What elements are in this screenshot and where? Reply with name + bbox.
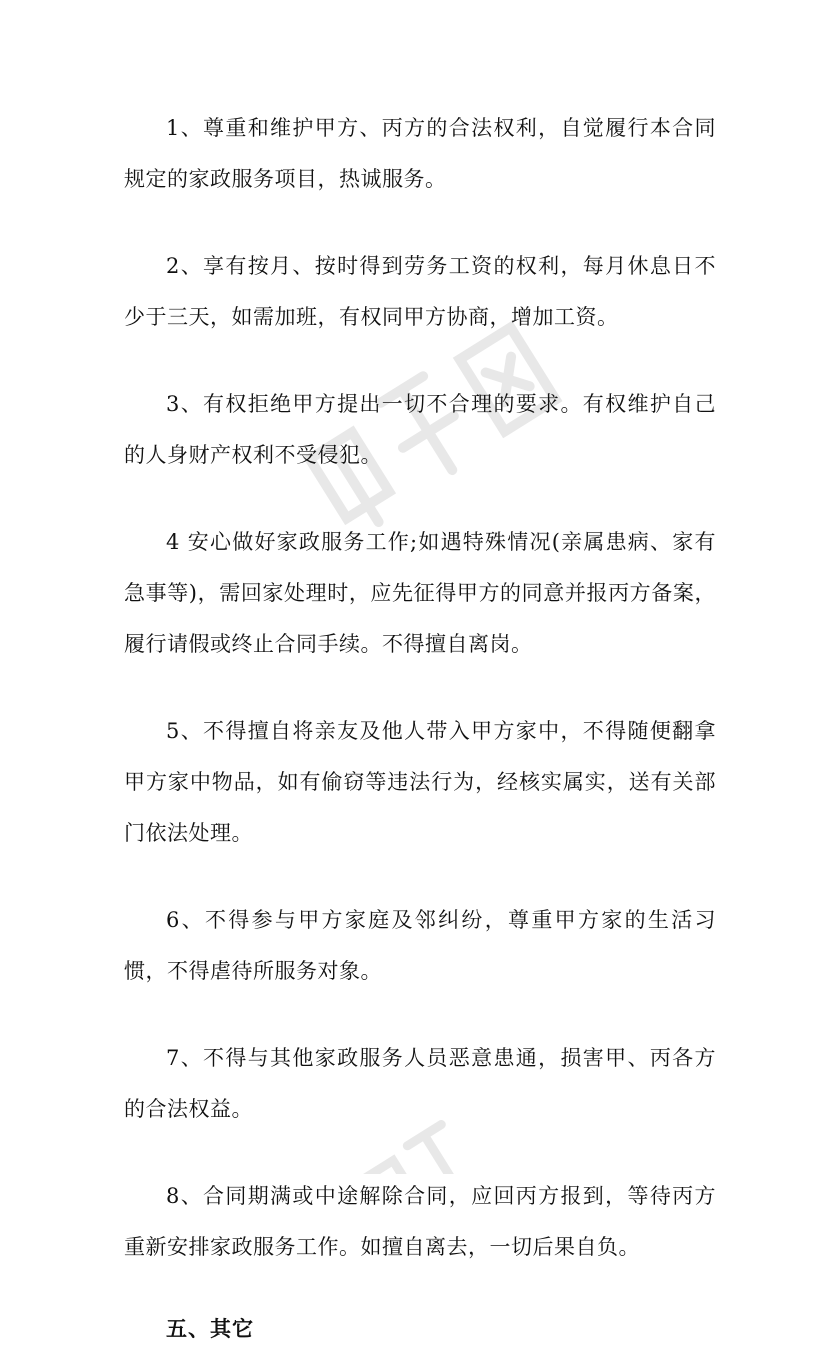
paragraph-5: 5、不得擅自将亲友及他人带入甲方家中，不得随便翻拿甲方家中物品，如有偷窃等违法行为，经核实属实，送有关部门依法处理。 [124, 719, 716, 845]
section-heading: 五、其它 [166, 1316, 254, 1341]
paragraph-7: 7、不得与其他家政服务人员恶意患通，损害甲、丙各方的合法权益。 [124, 1046, 716, 1121]
paragraph-3: 3、有权拒绝甲方提出一切不合理的要求。有权维护自己的人身财产权利不受侵犯。 [124, 392, 716, 467]
paragraph-2: 2、享有按月、按时得到劳务工资的权利，每月休息日不少于三天，如需加班，有权同甲方协商，增加工资。 [124, 254, 716, 329]
paragraph-1: 1、尊重和维护甲方、丙方的合法权利，自觉履行本合同规定的家政服务项目，热诚服务。 [124, 116, 716, 191]
paragraph-4: 4 安心做好家政服务工作;如遇特殊情况(亲属患病、家有急事等)，需回家处理时，应先征得甲方的同意并报丙方备案，履行请假或终止合同手续。不得擅自离岗。 [124, 530, 716, 656]
paragraph-6: 6、不得参与甲方家庭及邻纠纷，尊重甲方家的生活习惯，不得虐待所服务对象。 [124, 908, 716, 983]
document-body [124, 103, 716, 1349]
paragraph-8: 8、合同期满或中途解除合同，应回丙方报到，等待丙方重新安排家政服务工作。如擅自离去，一切后果自负。 [124, 1184, 716, 1259]
